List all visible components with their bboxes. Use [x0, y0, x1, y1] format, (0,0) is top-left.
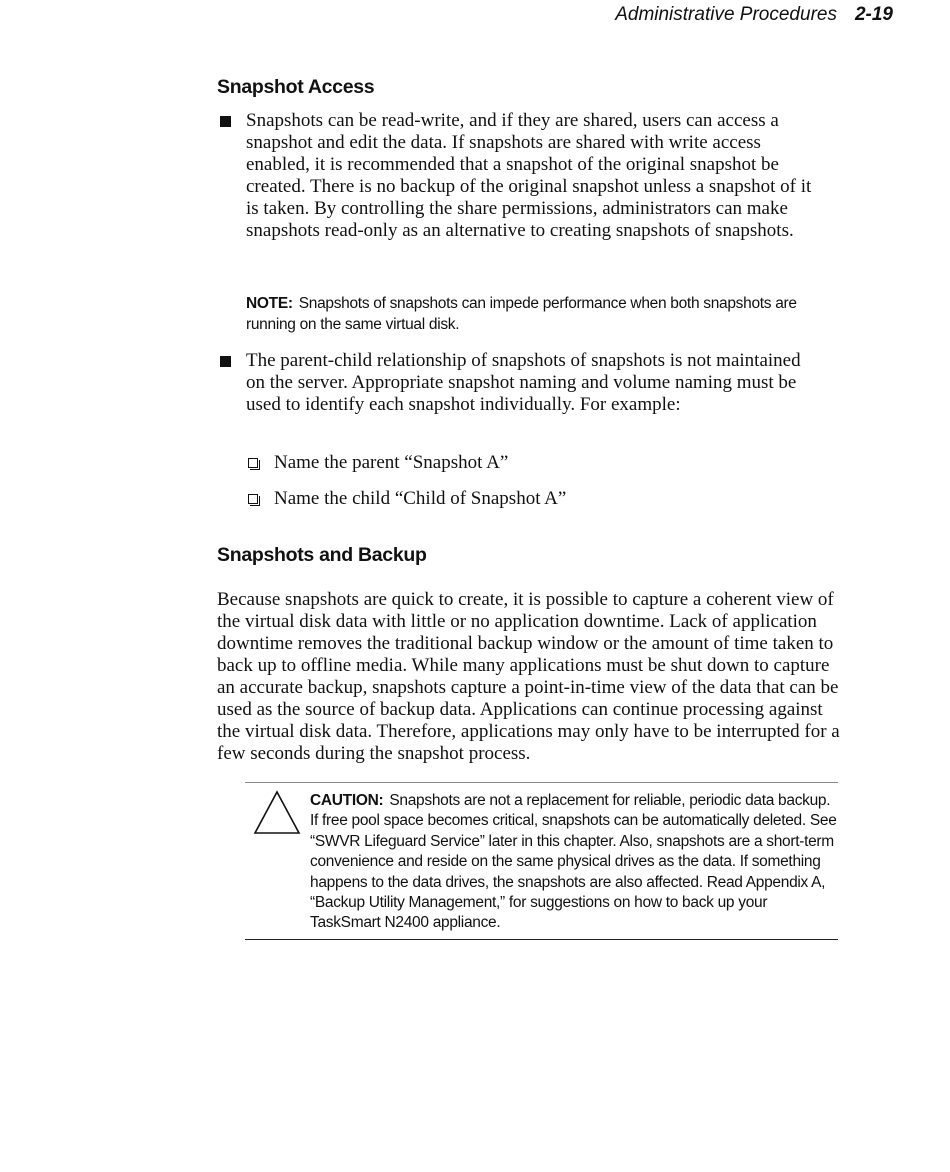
page-number: 2-19: [854, 4, 893, 25]
sub-item-text: Name the child “Child of Snapshot A”: [274, 488, 567, 509]
note-text: Snapshots of snapshots can impede performance when both snapshots are running on the same virtual disk.: [246, 295, 797, 333]
caution-triangle-icon: [252, 789, 302, 835]
caution-text-block: [310, 791, 840, 934]
note-label: NOTE:: [246, 295, 293, 312]
bullet-item: [217, 110, 817, 242]
sub-item-text: Name the parent “Snapshot A”: [274, 452, 509, 473]
note-block: [246, 293, 816, 335]
caution-label: CAUTION:: [310, 792, 384, 809]
sub-list-item: [248, 488, 566, 510]
bullet-text: The parent-child relationship of snapshots of snapshots is not maintained on the server. Appropriate snapshot naming and volume naming must be used to identify each snapshot individually. For example:: [246, 350, 801, 415]
sub-list-item: [248, 452, 508, 474]
square-bullet-icon: [220, 116, 231, 127]
hollow-box-bullet-icon: [248, 494, 258, 504]
square-bullet-icon: [220, 356, 231, 367]
hollow-box-bullet-icon: [248, 458, 258, 468]
header-title: Administrative Procedures: [615, 4, 837, 25]
body-paragraph: Because snapshots are quick to create, it is possible to capture a coherent view of the virtual disk data with little or no application downtime. Lack of application downtime removes the traditional backup window or the amount of time taken to back up to offline media. While many applications must be shut down to capture an accurate backup, snapshots capture a point-in-time view of the data that can be used as the source of backup data. Applications can continue processing against the virtual disk data. Therefore, applications may only have to be interrupted for a few seconds during the snapshot process.: [217, 589, 840, 764]
running-header: [615, 4, 893, 26]
caution-box: [245, 782, 838, 940]
bullet-text: Snapshots can be read-write, and if they are shared, users can access a snapshot and edit the data. If snapshots are shared with write access enabled, it is recommended that a snapshot of the original snapshot be created. There is no backup of the original snapshot unless a snapshot of it is taken. By controlling the share permissions, administrators can make snapshots read-only as an alternative to creating snapshots of snapshots.: [246, 110, 812, 241]
caution-text: Snapshots are not a replacement for reliable, periodic data backup. If free pool space becomes critical, snapshots can be automatically deleted. See “SWVR Lifeguard Service” later in this chapter. Also, snapshots are a short-term convenience and reside on the same physical drives as the data. If something happens to the data drives, the snapshots are also affected. Read Appendix A, “Backup Utility Management,” for suggestions on how to back up your TaskSmart N2400 appliance.: [310, 792, 837, 932]
bullet-item: [217, 350, 817, 416]
heading-snapshot-access: Snapshot Access: [217, 76, 375, 98]
heading-snapshots-backup: Snapshots and Backup: [217, 544, 427, 566]
